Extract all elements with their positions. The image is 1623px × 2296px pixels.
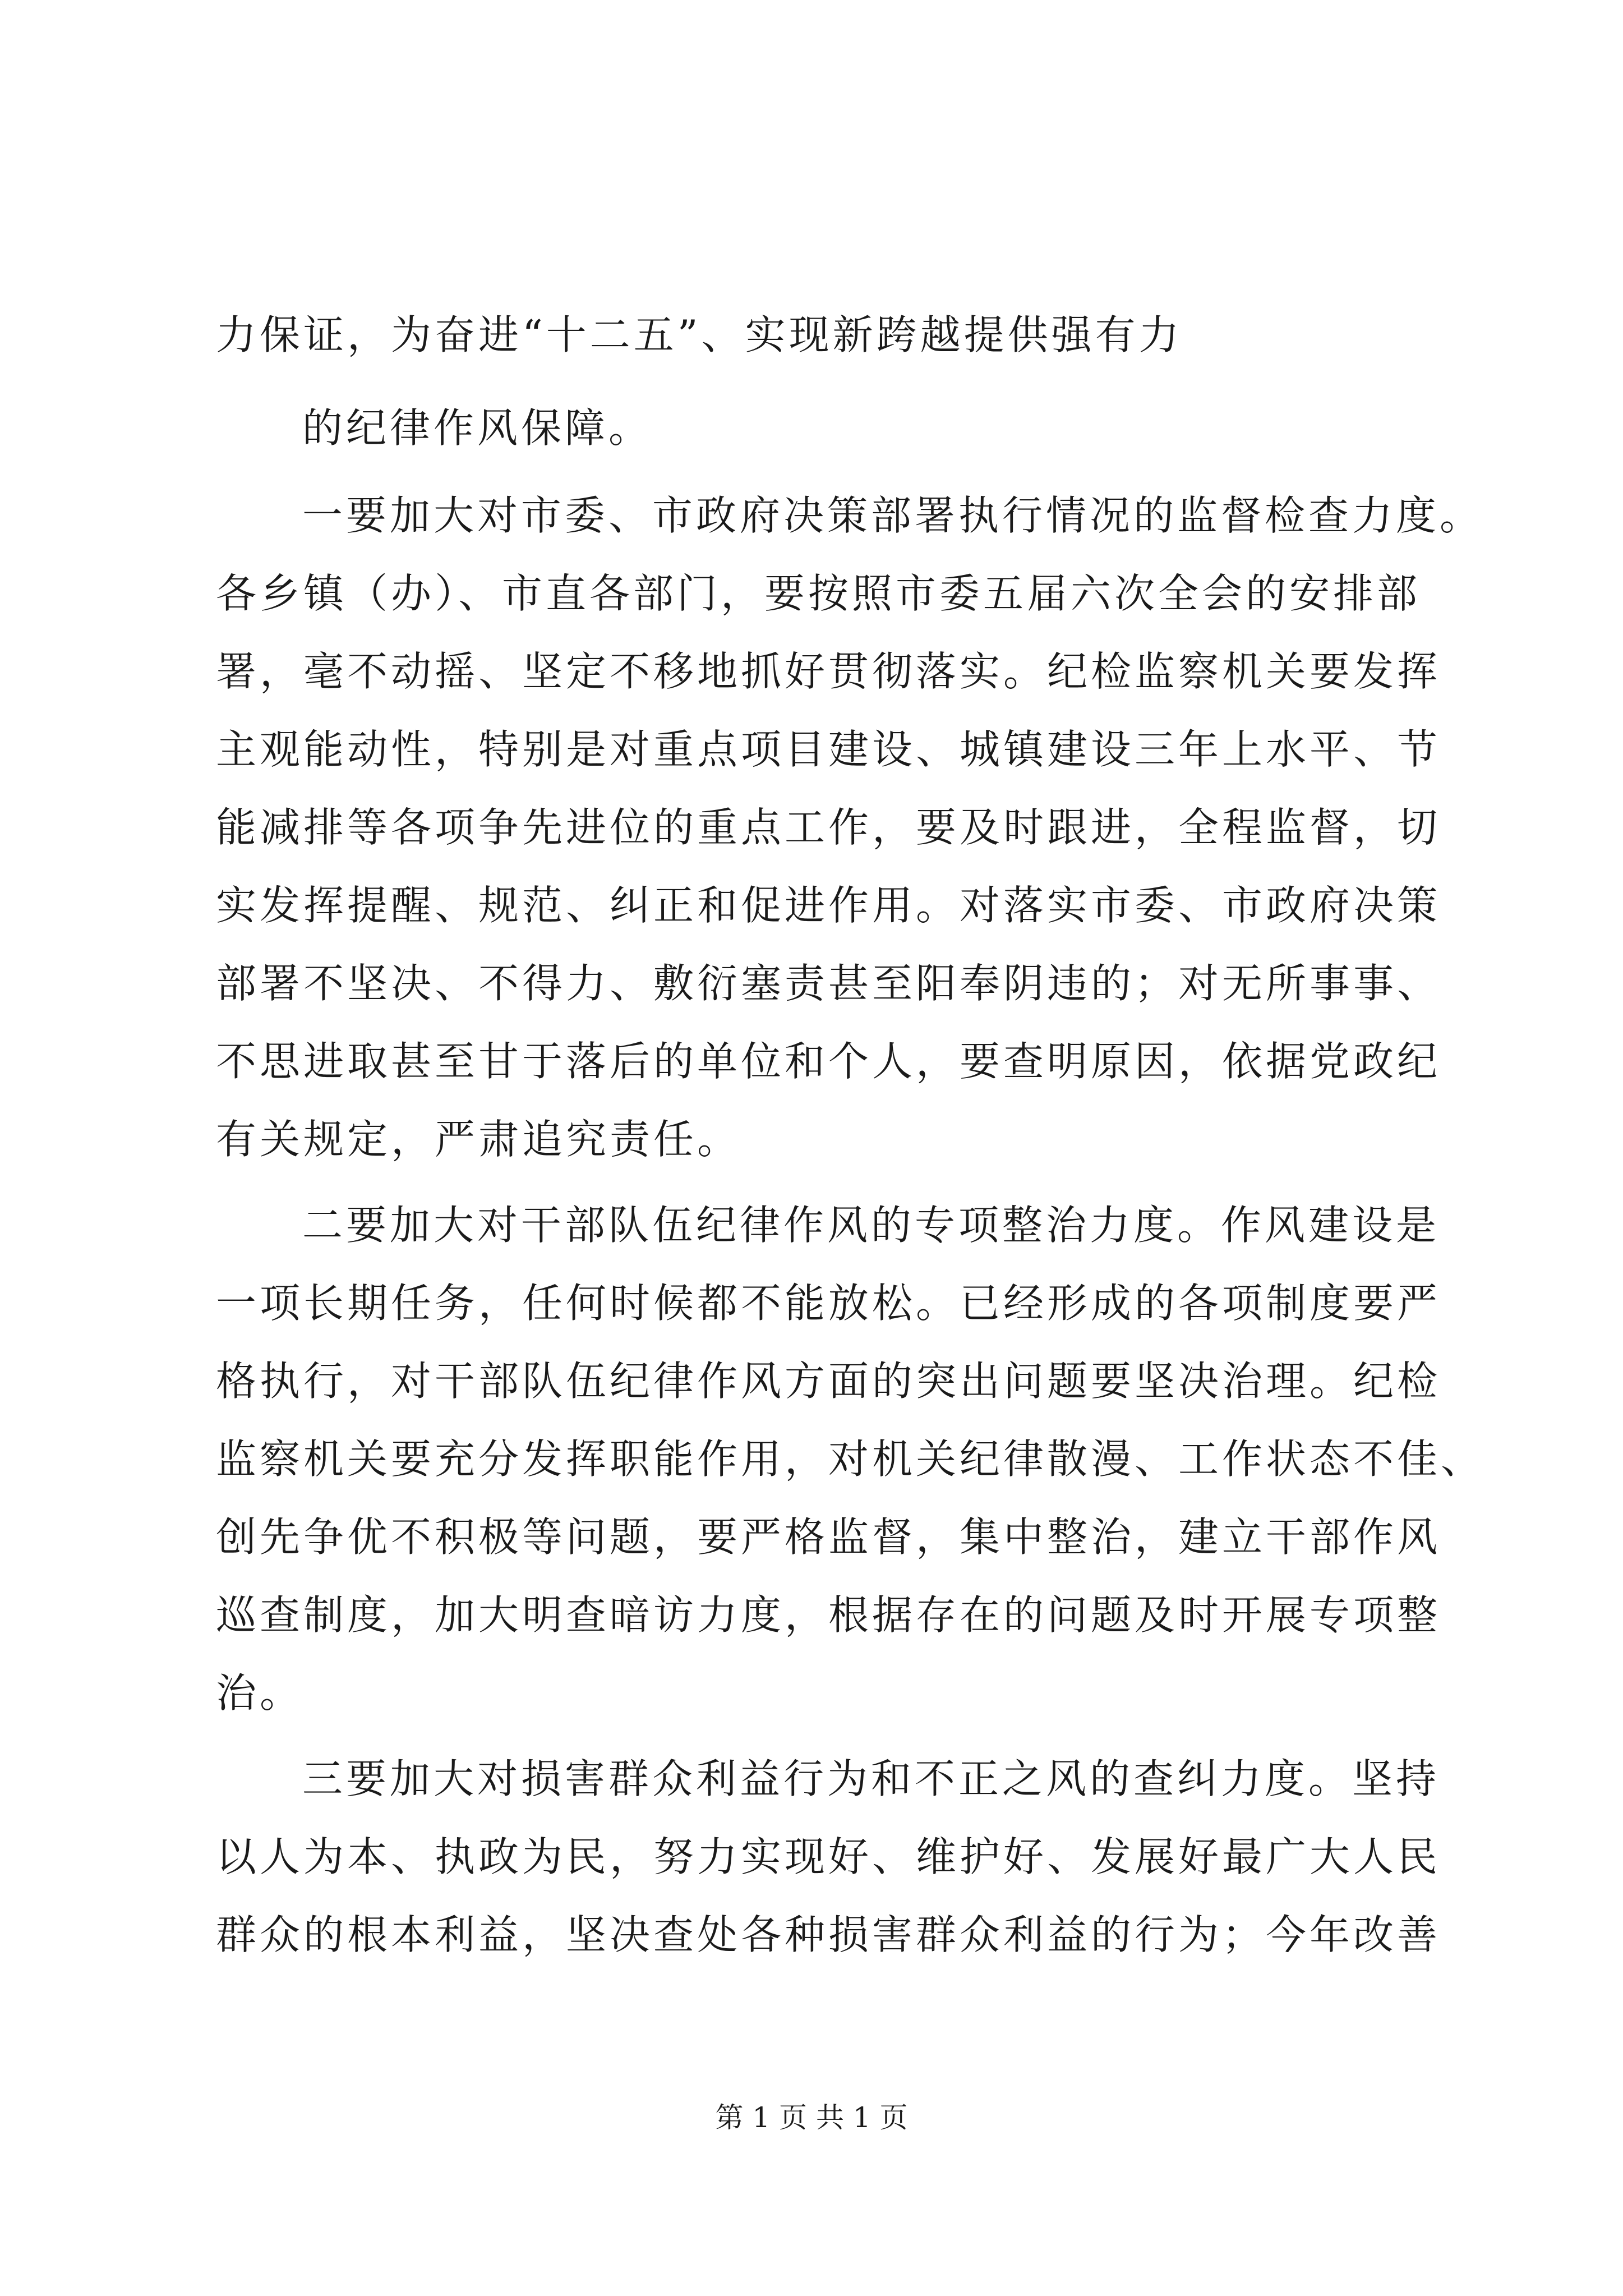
paragraph-line: 有关规定，严肃追究责任。 xyxy=(216,1116,741,1163)
paragraph-line: 治。 xyxy=(216,1669,304,1717)
paragraph-line: 的纪律作风保障。 xyxy=(302,404,653,452)
paragraph-line: 一要加大对市委、市政府决策部署执行情况的监督检查力度。 xyxy=(302,492,1484,539)
paragraph-line: 署，毫不动摇、坚定不移地抓好贯彻落实。纪检监察机关要发挥 xyxy=(216,648,1441,695)
paragraph-line: 部署不坚决、不得力、敷衍塞责甚至阳奉阴违的；对无所事事、 xyxy=(216,960,1441,1007)
paragraph-line: 实发挥提醒、规范、纠正和促进作用。对落实市委、市政府决策 xyxy=(216,882,1441,929)
paragraph-line: 巡查制度，加大明查暗访力度，根据存在的问题及时开展专项整 xyxy=(216,1591,1441,1639)
paragraph-line: 能减排等各项争先进位的重点工作，要及时跟进，全程监督，切 xyxy=(216,804,1441,851)
paragraph-line: 一项长期任务，任何时候都不能放松。已经形成的各项制度要严 xyxy=(216,1280,1441,1327)
paragraph-line: 格执行，对干部队伍纪律作风方面的突出问题要坚决治理。纪检 xyxy=(216,1358,1441,1405)
paragraph-line: 监察机关要充分发挥职能作用，对机关纪律散漫、工作状态不佳、 xyxy=(216,1435,1485,1483)
paragraph-line: 不思进取甚至甘于落后的单位和个人，要查明原因，依据党政纪 xyxy=(216,1038,1441,1085)
paragraph-line: 群众的根本利益，坚决查处各种损害群众利益的行为；今年改善 xyxy=(216,1911,1441,1958)
paragraph-line: 力保证，为奋进“十二五”、实现新跨越提供强有力 xyxy=(216,311,1183,358)
paragraph-line: 二要加大对干部队伍纪律作风的专项整治力度。作风建设是 xyxy=(302,1202,1440,1249)
paragraph-line: 创先争优不积极等问题，要严格监督，集中整治，建立干部作风 xyxy=(216,1513,1441,1561)
paragraph-line: 三要加大对损害群众利益行为和不正之风的查纠力度。坚持 xyxy=(302,1755,1440,1802)
paragraph-line: 各乡镇（办）、市直各部门，要按照市委五届六次全会的安排部 xyxy=(216,570,1421,617)
paragraph-line: 主观能动性，特别是对重点项目建设、城镇建设三年上水平、节 xyxy=(216,726,1441,773)
paragraph-line: 以人为本、执政为民，努力实现好、维护好、发展好最广大人民 xyxy=(216,1833,1441,1880)
page-number-footer: 第 1 页 共 1 页 xyxy=(715,2101,908,2134)
